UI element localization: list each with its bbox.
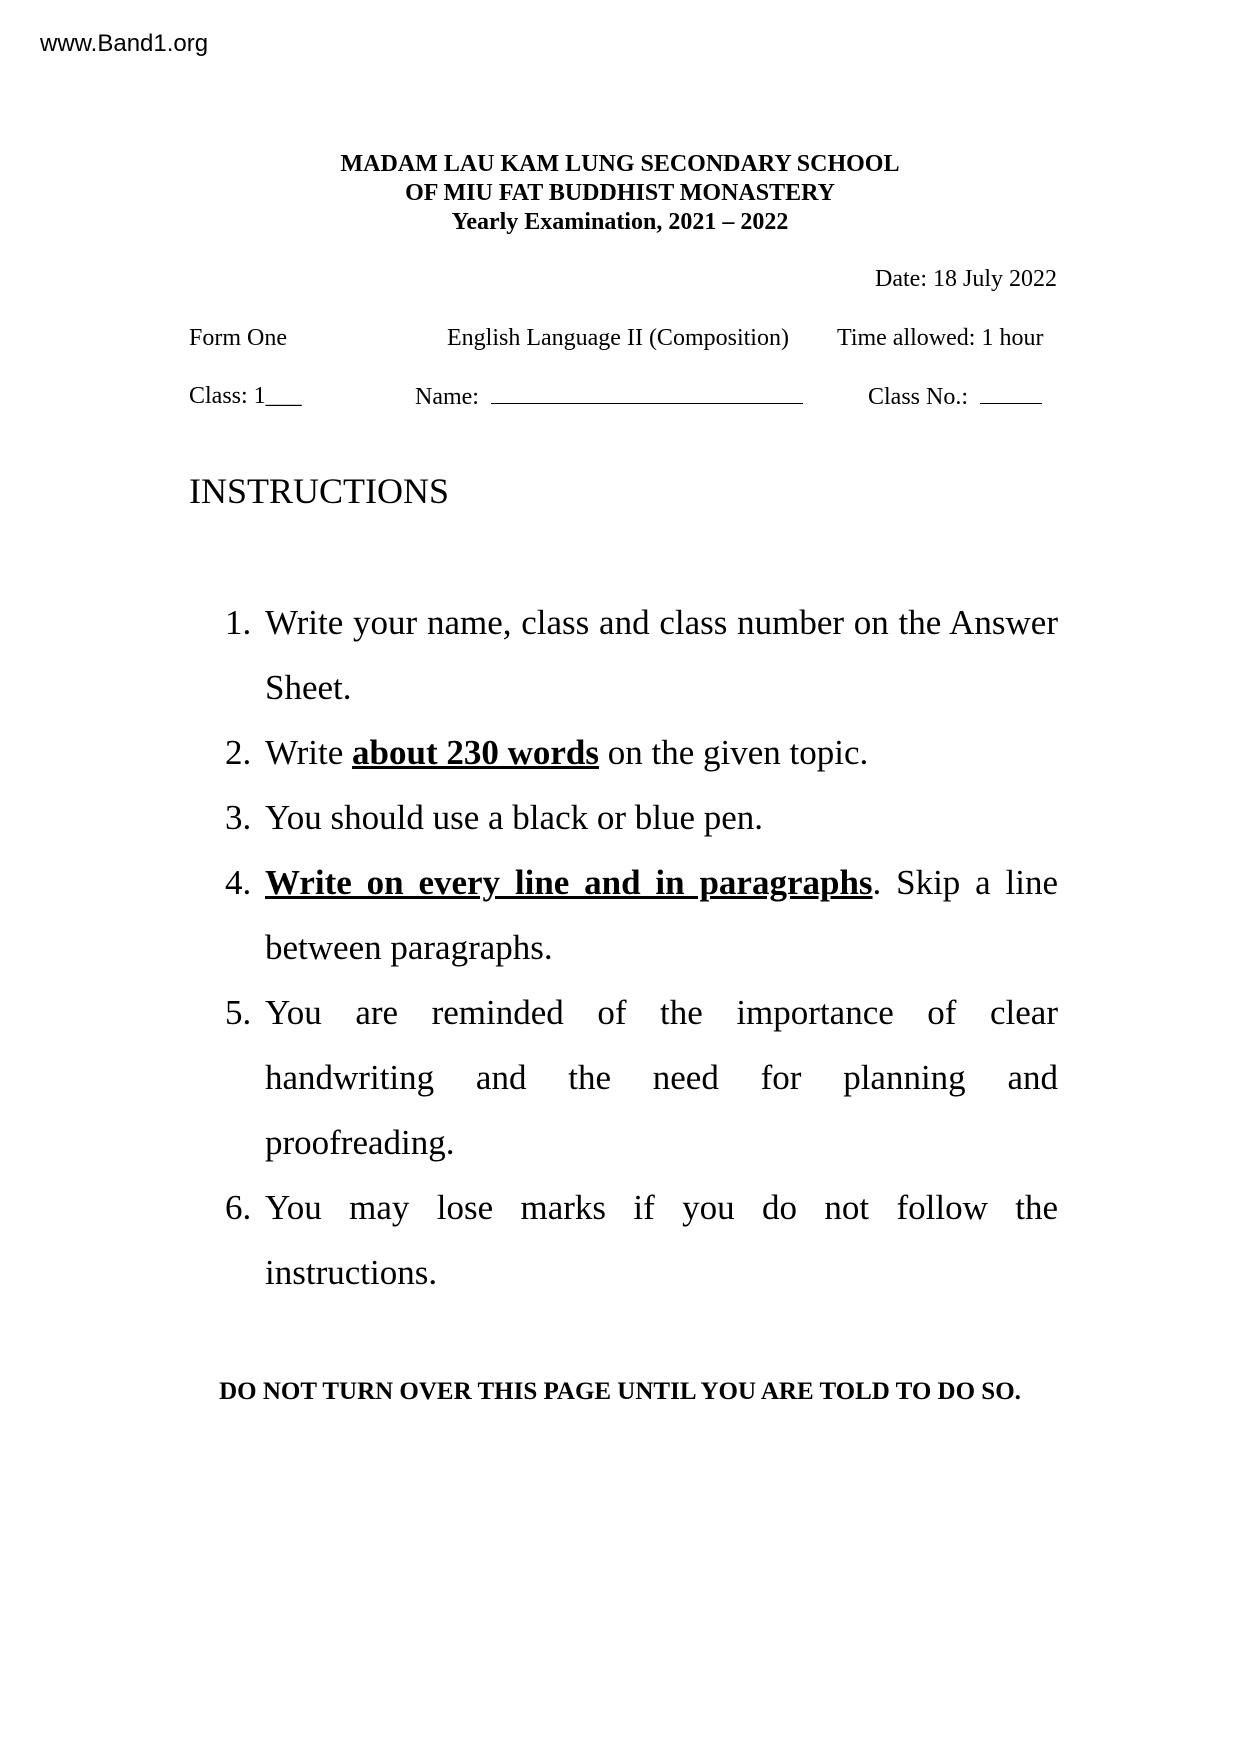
- instruction-number: 3.: [225, 798, 252, 837]
- name-field: [415, 383, 803, 411]
- instruction-text: You are reminded of the importance of clear handwriting and the need for planning and proofreading.: [265, 993, 1058, 1162]
- instruction-number: 6.: [225, 1188, 252, 1227]
- exam-title: Yearly Examination, 2021 – 2022: [451, 209, 789, 235]
- watermark-url: www.Band1.org: [40, 30, 209, 57]
- footer-warning: DO NOT TURN OVER THIS PAGE UNTIL YOU ARE TOLD TO DO SO.: [219, 1378, 1021, 1405]
- instruction-number: 2.: [225, 733, 252, 772]
- class-no-label: Class No.:: [868, 384, 969, 410]
- form-label: Form One: [189, 325, 287, 351]
- name-label: Name:: [415, 384, 479, 410]
- instruction-emphasis: about 230 words: [352, 733, 600, 772]
- time-allowed: Time allowed: 1 hour: [837, 325, 1044, 351]
- class-no-field: [868, 383, 1042, 411]
- school-name-line2: OF MIU FAT BUDDHIST MONASTERY: [405, 180, 835, 206]
- instruction-emphasis: Write on every line and in paragraphs: [265, 863, 873, 902]
- instruction-number: 4.: [225, 863, 252, 902]
- school-name: MADAM LAU KAM LUNG SECONDARY SCHOOL: [340, 151, 900, 177]
- instruction-text: on the given topic.: [599, 733, 869, 772]
- instruction-item: [225, 590, 1058, 720]
- instruction-text: You should use a black or blue pen.: [265, 798, 764, 837]
- instruction-item: [225, 850, 1058, 980]
- instruction-text: Write your name, class and class number on the Answer Sheet.: [265, 603, 1058, 707]
- instruction-number: 1.: [225, 603, 252, 642]
- instruction-text: . Skip a line between paragraphs.: [265, 863, 1058, 967]
- exam-date: Date: 18 July 2022: [875, 266, 1057, 292]
- class-no-blank-line: [980, 383, 1042, 404]
- name-blank-line: [491, 383, 803, 404]
- instruction-text: You may lose marks if you do not follow the instructions.: [265, 1188, 1058, 1292]
- instruction-item: [225, 785, 1058, 850]
- instruction-item: [225, 1175, 1058, 1305]
- instructions-heading: INSTRUCTIONS: [189, 471, 450, 511]
- class-field: Class: 1___: [189, 383, 302, 409]
- instruction-item: [225, 980, 1058, 1175]
- subject-label: English Language II (Composition): [447, 325, 789, 351]
- instructions-list: [225, 590, 1058, 1305]
- instruction-number: 5.: [225, 993, 252, 1032]
- instruction-item: [225, 720, 1058, 785]
- instruction-text: Write: [265, 733, 353, 772]
